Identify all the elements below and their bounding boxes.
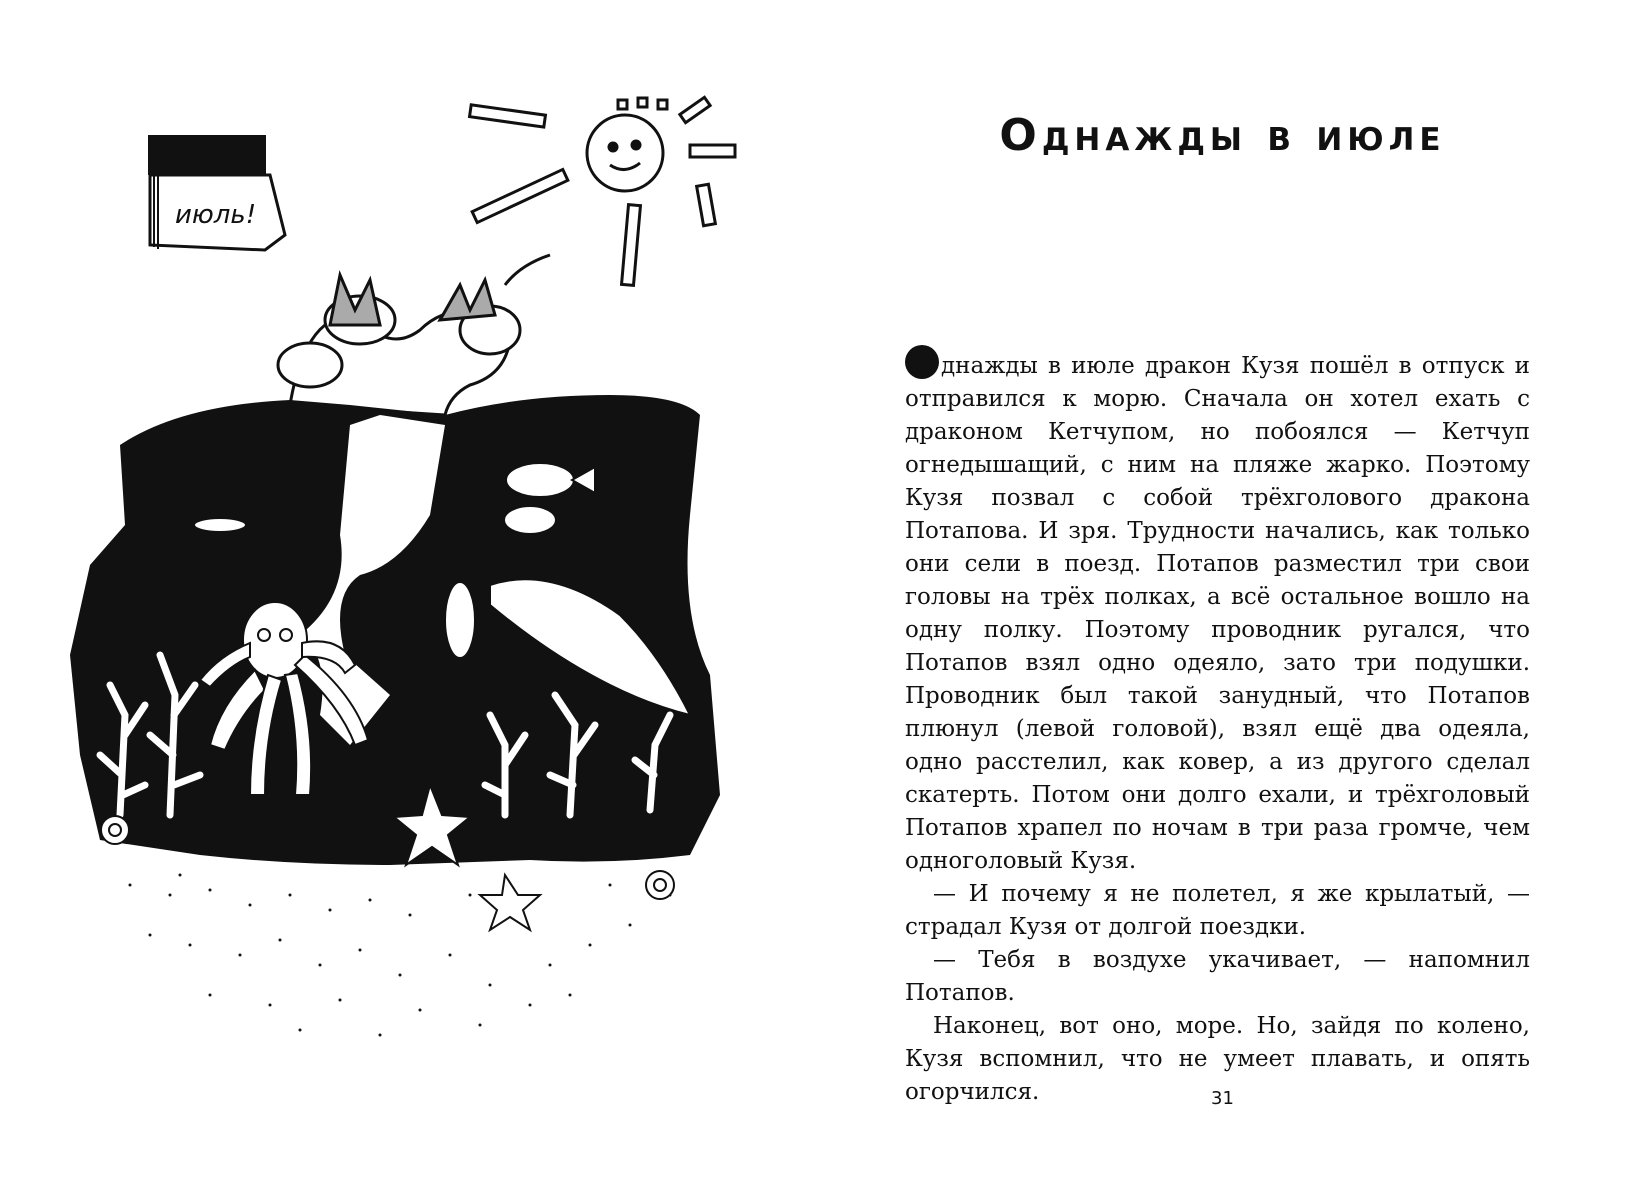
paragraph-first-text: днажды в июле дракон Кузя пошёл в отпуск и отправился к морю. Сначала он хотел ехать с драконом Кетчупом, но побоялся — Кетчуп огнедышащий, с ним на пляже жарко. Поэтому Кузя позвал с собой трёхголового дракона Потапова. И зря. Трудности начались, как только они сели в поезд. Потапов разместил три свои головы на трёх полках, а всё остальное вошло на одну полку. Поэтому проводник ругался, что Потапов взял одно одеяло, зато три подушки. Проводник был такой занудный, что Потапов плюнул (левой головой), взял ещё два одеяла, одно расстелил, как ковер, а из другого сделал скатерть. Потом они долго ехали, и трёхголовый Потапов храпел по ночам в три раза громче, чем одноголовый Кузя. xyxy=(905,353,1530,874)
drop-cap: О xyxy=(905,345,939,379)
right-page xyxy=(815,0,1630,1182)
three-headed-dragon-figure xyxy=(278,255,550,415)
calendar-icon xyxy=(148,135,285,250)
paragraph xyxy=(905,345,1530,878)
paragraph: — И почему я не полетел, я же крылатый, — страдал Кузя от долгой поездки. xyxy=(905,881,1530,940)
chapter-text xyxy=(905,345,1530,1109)
sand-texture xyxy=(129,874,672,1037)
paragraph: — Тебя в воздухе укачивает, — напомнил Потапов. xyxy=(905,947,1530,1006)
paragraph: Наконец, вот оно, море. Но, зайдя по колено, Кузя вспомнил, что не умеет плавать, и опять огорчился. xyxy=(905,1013,1530,1105)
sun-icon xyxy=(470,97,735,285)
calendar-label: июль! xyxy=(175,200,257,230)
page-number: 31 xyxy=(1211,1088,1234,1109)
seabed-illustration xyxy=(50,95,770,1055)
chapter-title: Однажды в июле xyxy=(999,110,1446,161)
